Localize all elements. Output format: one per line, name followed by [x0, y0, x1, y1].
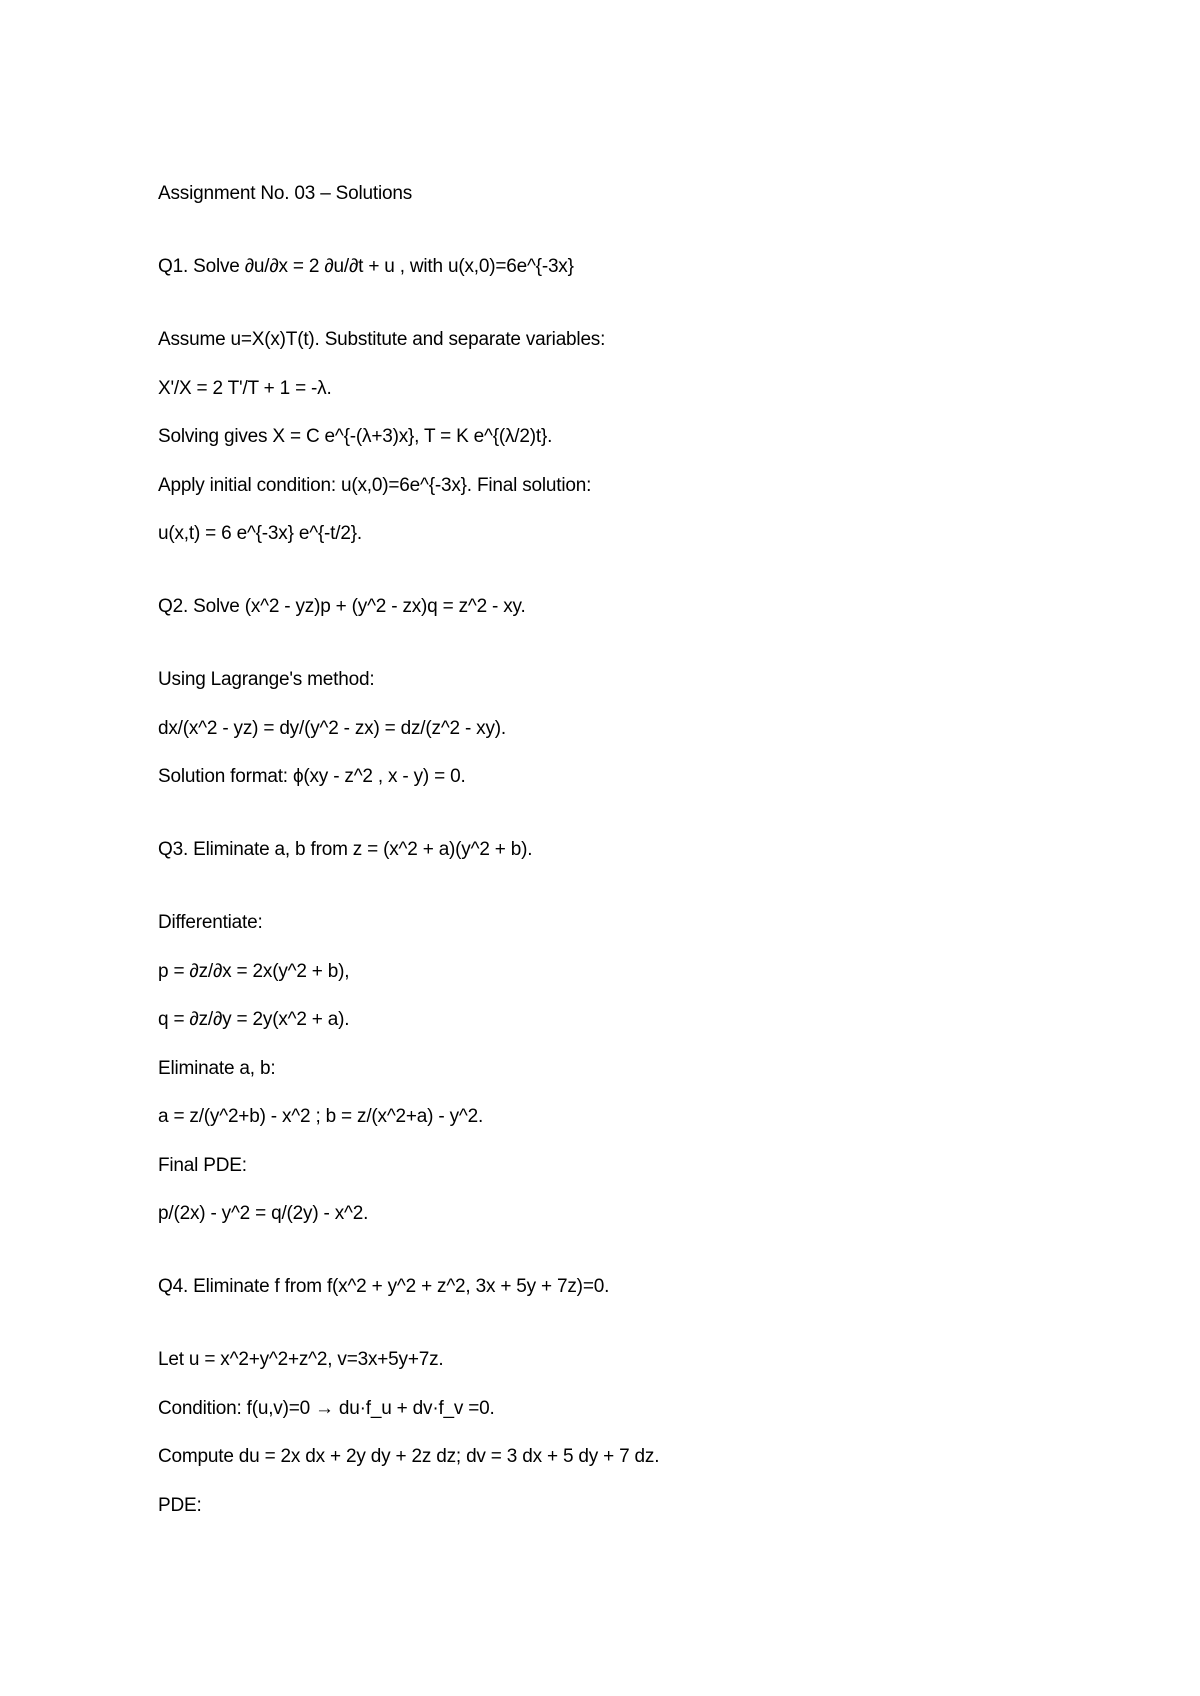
q2-line: dx/(x^2 - yz) = dy/(y^2 - zx) = dz/(z^2 - xy). — [158, 717, 506, 739]
q1-line: Assume u=X(x)T(t). Substitute and separate variables: — [158, 329, 606, 350]
q3-question: Q3. Eliminate a, b from z = (x^2 + a)(y^2 + b). — [158, 839, 533, 860]
q3-line: p = ∂z/∂x = 2x(y^2 + b), — [158, 960, 350, 982]
document-title: Assignment No. 03 – Solutions — [158, 183, 413, 204]
q4-line: Let u = x^2+y^2+z^2, v=3x+5y+7z. — [158, 1349, 444, 1370]
document-body — [158, 182, 1138, 1542]
q4-line: Compute du = 2x dx + 2y dy + 2z dz; dv = 3 dx + 5 dy + 7 dz. — [158, 1446, 660, 1467]
q2-line: Using Lagrange's method: — [158, 669, 375, 690]
q1-line: X'/X = 2 T'/T + 1 = -λ. — [158, 377, 332, 399]
q2-question: Q2. Solve (x^2 - yz)p + (y^2 - zx)q = z^2 - xy. — [158, 596, 526, 617]
q3-line: q = ∂z/∂y = 2y(x^2 + a). — [158, 1009, 350, 1030]
q1-line: Apply initial condition: u(x,0)=6e^{-3x}. Final solution: — [158, 474, 592, 496]
q3-line: p/(2x) - y^2 = q/(2y) - x^2. — [158, 1203, 369, 1224]
q3-line: Eliminate a, b: — [158, 1057, 276, 1079]
q4-line: Condition: f(u,v)=0 → du·f_u + dv·f_v =0. — [158, 1397, 495, 1419]
q1-line: u(x,t) = 6 e^{-3x} e^{-t/2}. — [158, 523, 362, 544]
q3-line: Differentiate: — [158, 912, 263, 933]
q1-line: Solving gives X = C e^{-(λ+3)x}, T = K e^{(λ/2)t}. — [158, 426, 553, 447]
q4-line: PDE: — [158, 1494, 202, 1516]
q3-line: Final PDE: — [158, 1154, 247, 1176]
q2-line: Solution format: ϕ(xy - z^2 , x - y) = 0. — [158, 766, 466, 787]
q3-line: a = z/(y^2+b) - x^2 ; b = z/(x^2+a) - y^2. — [158, 1106, 484, 1127]
q4-question: Q4. Eliminate f from f(x^2 + y^2 + z^2, 3x + 5y + 7z)=0. — [158, 1276, 610, 1297]
q1-question: Q1. Solve ∂u/∂x = 2 ∂u/∂t + u , with u(x,0)=6e^{-3x} — [158, 256, 574, 277]
